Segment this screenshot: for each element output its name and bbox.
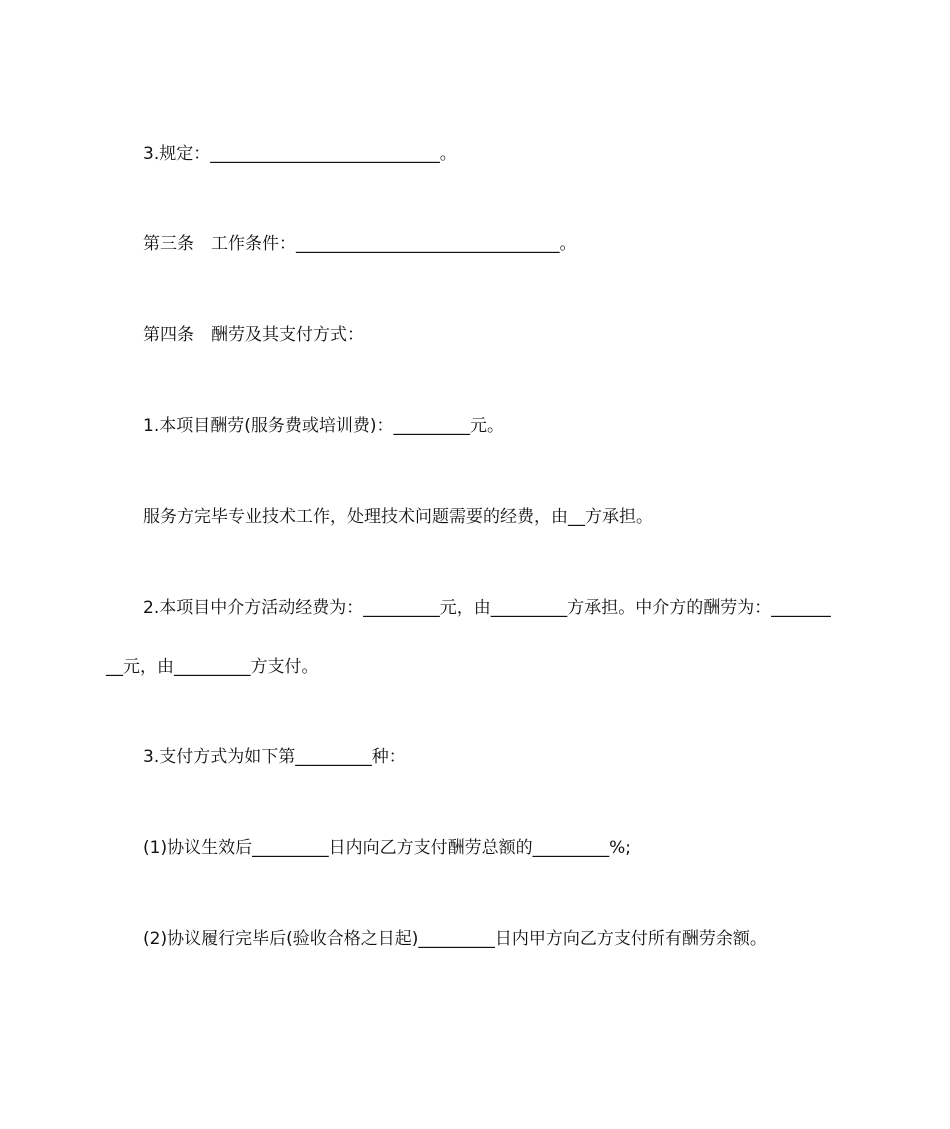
- article-4-heading: 第四条 酬劳及其支付方式：: [143, 325, 364, 345]
- clause-1-remuneration: 1.本项目酬劳(服务费或培训费)：_________元。: [143, 416, 504, 436]
- service-expense-clause: 服务方完毕专业技术工作，处理技术问题需要的经费，由__方承担。: [143, 507, 653, 527]
- payment-option-2: (2)协议履行完毕后(验收合格之日起)_________日内甲方向乙方支付所有酬劳余额。: [143, 929, 767, 949]
- payment-option-1: (1)协议生效后_________日内向乙方支付酬劳总额的_________%;: [143, 838, 631, 858]
- clause-3-regulation: 3.规定：___________________________。: [143, 144, 457, 164]
- clause-2-continuation: __元，由_________方支付。: [106, 657, 319, 677]
- article-3-working-conditions: 第三条 工作条件：_______________________________。: [143, 234, 577, 254]
- clause-3-payment-method: 3.支付方式为如下第_________种：: [143, 747, 406, 767]
- clause-2-intermediary-expense: 2.本项目中介方活动经费为：_________元，由_________方承担。中介方的酬劳为：_______: [143, 598, 831, 618]
